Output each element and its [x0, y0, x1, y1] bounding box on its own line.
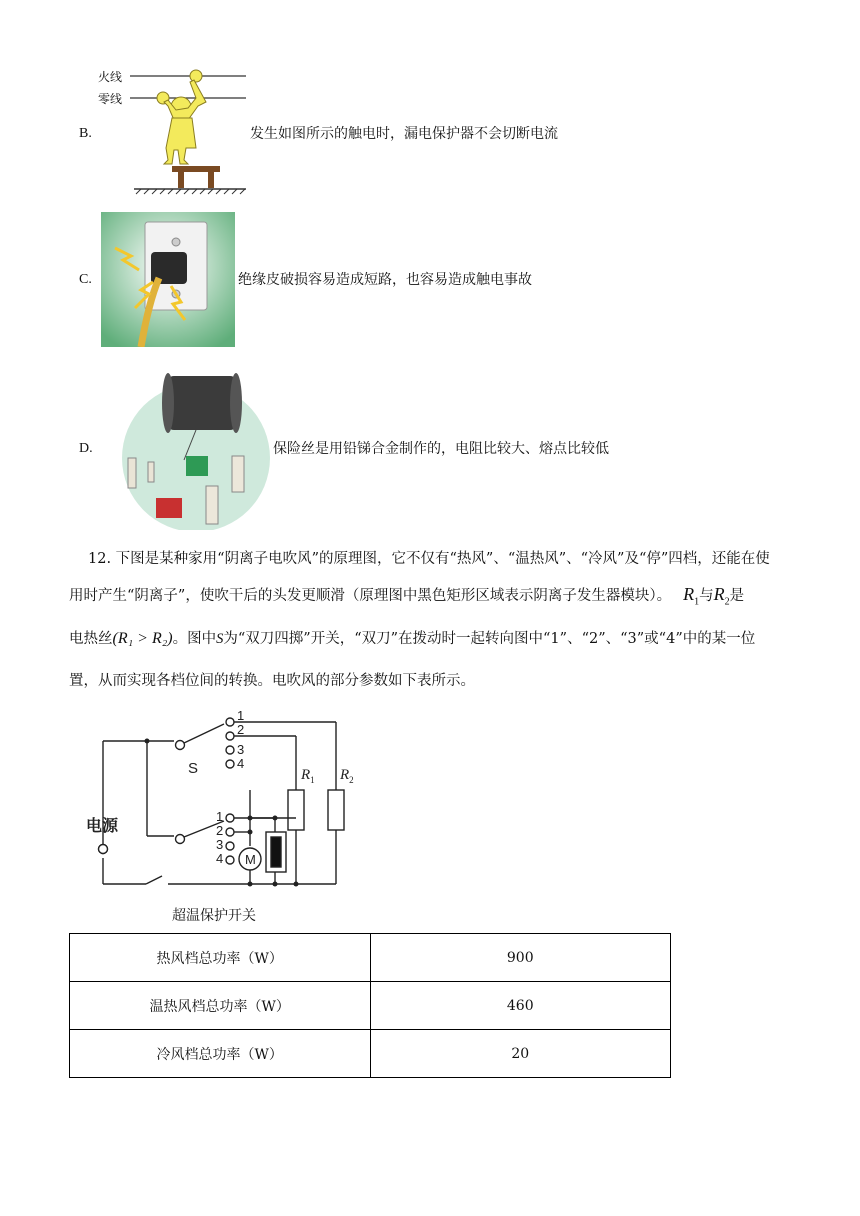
option-c-letter: C.	[79, 272, 92, 287]
table-cell-label: 温热风档总功率（W）	[70, 982, 371, 1030]
option-b-letter: B.	[79, 126, 92, 141]
question-line-4: 置，从而实现各档位间的转换。电吹风的部分参数如下表所示。	[69, 673, 475, 689]
table-cell-value: 20	[370, 1030, 671, 1078]
hair-dryer-circuit-diagram	[70, 706, 370, 906]
question-line-1: 12. 下图是某种家用“阴离子电吹风”的原理图，它不仅有“热风”、“温热风”、“冷风”及“停”四档，还能在使	[88, 551, 770, 567]
r2-label: $R_2$	[340, 767, 354, 785]
table-row	[70, 934, 671, 982]
circuit-caption: 超温保护开关	[172, 908, 256, 924]
switch-s-label: S	[188, 760, 199, 777]
lower-pos-4: 4	[216, 851, 224, 866]
option-d-text: 保险丝是用铅锑合金制作的，电阻比较大、熔点比较低	[273, 441, 609, 457]
damaged-plug-illustration	[101, 212, 235, 347]
table-cell-label: 热风档总功率（W）	[70, 934, 371, 982]
table-row	[70, 982, 671, 1030]
upper-pos-4: 4	[237, 756, 245, 771]
fuse-wire-illustration	[116, 370, 274, 530]
power-source-label: 电源	[86, 816, 119, 835]
option-b-text: 发生如图所示的触电时，漏电保护器不会切断电流	[250, 126, 558, 142]
upper-pos-1: 1	[237, 708, 245, 723]
option-d-letter: D.	[79, 441, 93, 456]
r1-label: $R_1$	[301, 767, 315, 785]
option-c-text: 绝缘皮破损容易造成短路，也容易造成触电事故	[238, 272, 532, 288]
table-row	[70, 1030, 671, 1078]
upper-pos-3: 3	[237, 742, 245, 757]
table-cell-value: 900	[370, 934, 671, 982]
upper-pos-2: 2	[237, 722, 245, 737]
parameter-table	[69, 933, 671, 1078]
lower-pos-1: 1	[216, 809, 224, 824]
neutral-wire-label: 零线	[98, 92, 123, 106]
question-line-2: 用时产生“阴离子”，使吹干后的头发更顺滑（原理图中黑色矩形区域表示阴离子发生器模块）。 $R_1$与$R_2$是	[69, 584, 745, 608]
question-line-3: 电热丝(R₁ > R₂)。图中S为“双刀四掷”开关，“双刀”在拨动时一起转向图中“1”、“2”、“3”或“4”中的某一位	[69, 630, 756, 647]
lower-pos-3: 3	[216, 837, 224, 852]
motor-label: M	[245, 852, 256, 867]
table-cell-value: 460	[370, 982, 671, 1030]
table-cell-label: 冷风档总功率（W）	[70, 1030, 371, 1078]
electric-shock-illustration	[96, 62, 256, 202]
lower-pos-2: 2	[216, 823, 224, 838]
live-wire-label: 火线	[98, 70, 123, 84]
